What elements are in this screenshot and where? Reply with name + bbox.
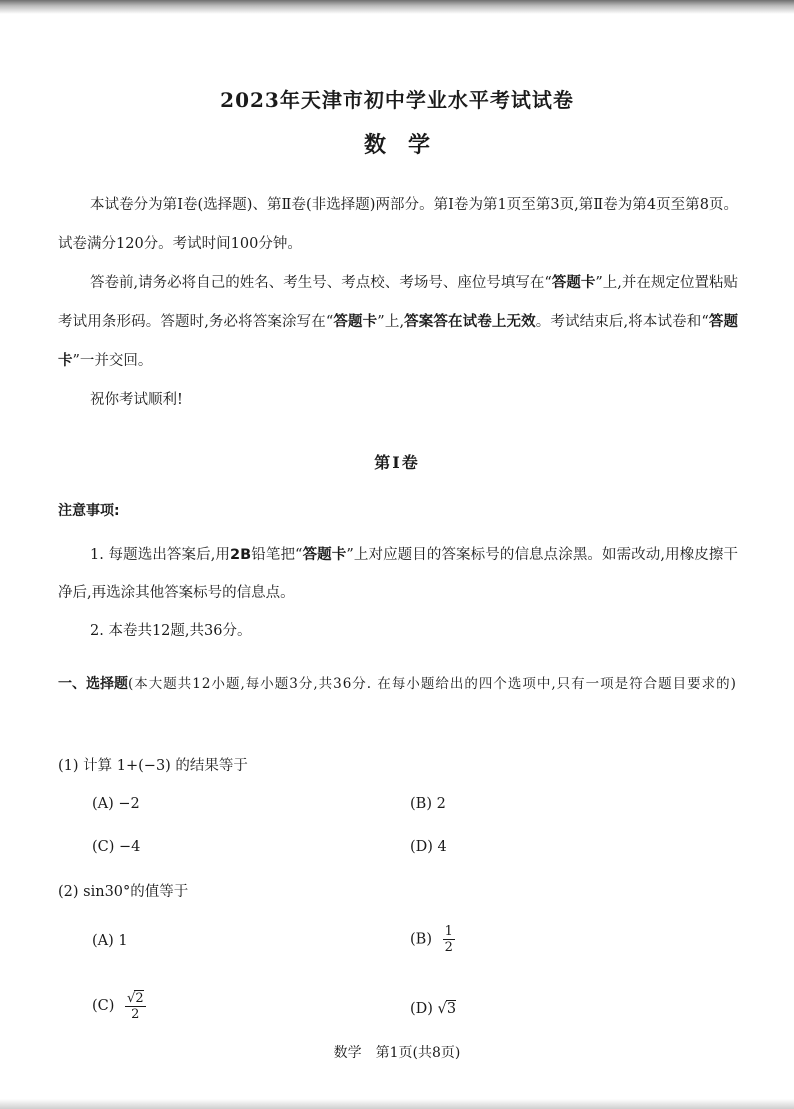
exam-instructions <box>58 186 738 420</box>
question-2-option-c: (C) $\frac{√2}{2}$ <box>92 991 144 1022</box>
note-item-2: 2. 本卷共12题,共36分。 <box>90 623 252 639</box>
section-label: 一、选择题 <box>58 676 128 692</box>
question-2-option-d: (D) √3 <box>410 1001 457 1017</box>
scan-edge-top <box>0 0 794 14</box>
section-description: (本大题共12小题,每小题3分,共36分. 在每小题给出的四个选项中,只有一项是符合题目要求的) <box>128 676 737 692</box>
page-footer: 数学 第1页(共8页) <box>333 1045 461 1061</box>
question-1-option-b: (B) 2 <box>410 796 446 812</box>
question-1-option-a: (A) −2 <box>92 796 140 812</box>
notes-list <box>58 536 738 650</box>
answer-card-term: 答题卡 <box>333 314 378 330</box>
question-1-option-c: (C) −4 <box>92 839 141 855</box>
exam-title: 2023年天津市初中学业水平考试试卷 <box>220 88 574 112</box>
question-2-stem: (2) sin30°的值等于 <box>58 884 189 900</box>
instruction-paragraph-2: 答卷前,请务必将自己的姓名、考生号、考点校、考场号、座位号填写在“答题卡”上,并在规定位置粘贴考试用条形码。答题时,务必将答案涂写在“答题卡”上,答案答在试卷上无效。考试结束后,将本试卷和“答题卡”一并交回。 <box>58 275 738 369</box>
volume-title: 第Ⅰ卷 <box>374 453 420 472</box>
notes-heading: 注意事项: <box>58 503 120 519</box>
subject-title: 数学 <box>363 132 452 158</box>
answer-card-term: 答题卡 <box>551 275 596 291</box>
note-item-1: 1. 每题选出答案后,用2B铅笔把“答题卡”上对应题目的答案标号的信息点涂黑。如需改动,用橡皮擦干净后,再选涂其他答案标号的信息点。 <box>58 547 738 601</box>
fraction-one-half: $\frac{1}{2}$ <box>444 924 453 955</box>
invalid-answer-warning: 答案答在试卷上无效 <box>404 314 536 330</box>
question-1-option-d: (D) 4 <box>410 839 447 855</box>
question-2-option-b: (B) $\frac{1}{2}$ <box>410 924 453 955</box>
answer-card-term: 答题卡 <box>58 314 738 369</box>
fraction-root2-over-2: $\frac{√2}{2}$ <box>127 991 144 1022</box>
question-1-stem: (1) 计算 1+(−3) 的结果等于 <box>58 758 248 774</box>
question-2-option-a: (A) 1 <box>92 933 128 949</box>
answer-card-term: 答题卡 <box>302 547 347 563</box>
good-luck-text: 祝你考试顺利! <box>90 392 183 408</box>
scan-edge-bottom <box>0 1099 794 1109</box>
instruction-paragraph-1: 本试卷分为第Ⅰ卷(选择题)、第Ⅱ卷(非选择题)两部分。第Ⅰ卷为第1页至第3页,第Ⅱ卷为第4页至第8页。试卷满分120分。考试时间100分钟。 <box>58 197 738 252</box>
section-heading <box>58 664 738 704</box>
